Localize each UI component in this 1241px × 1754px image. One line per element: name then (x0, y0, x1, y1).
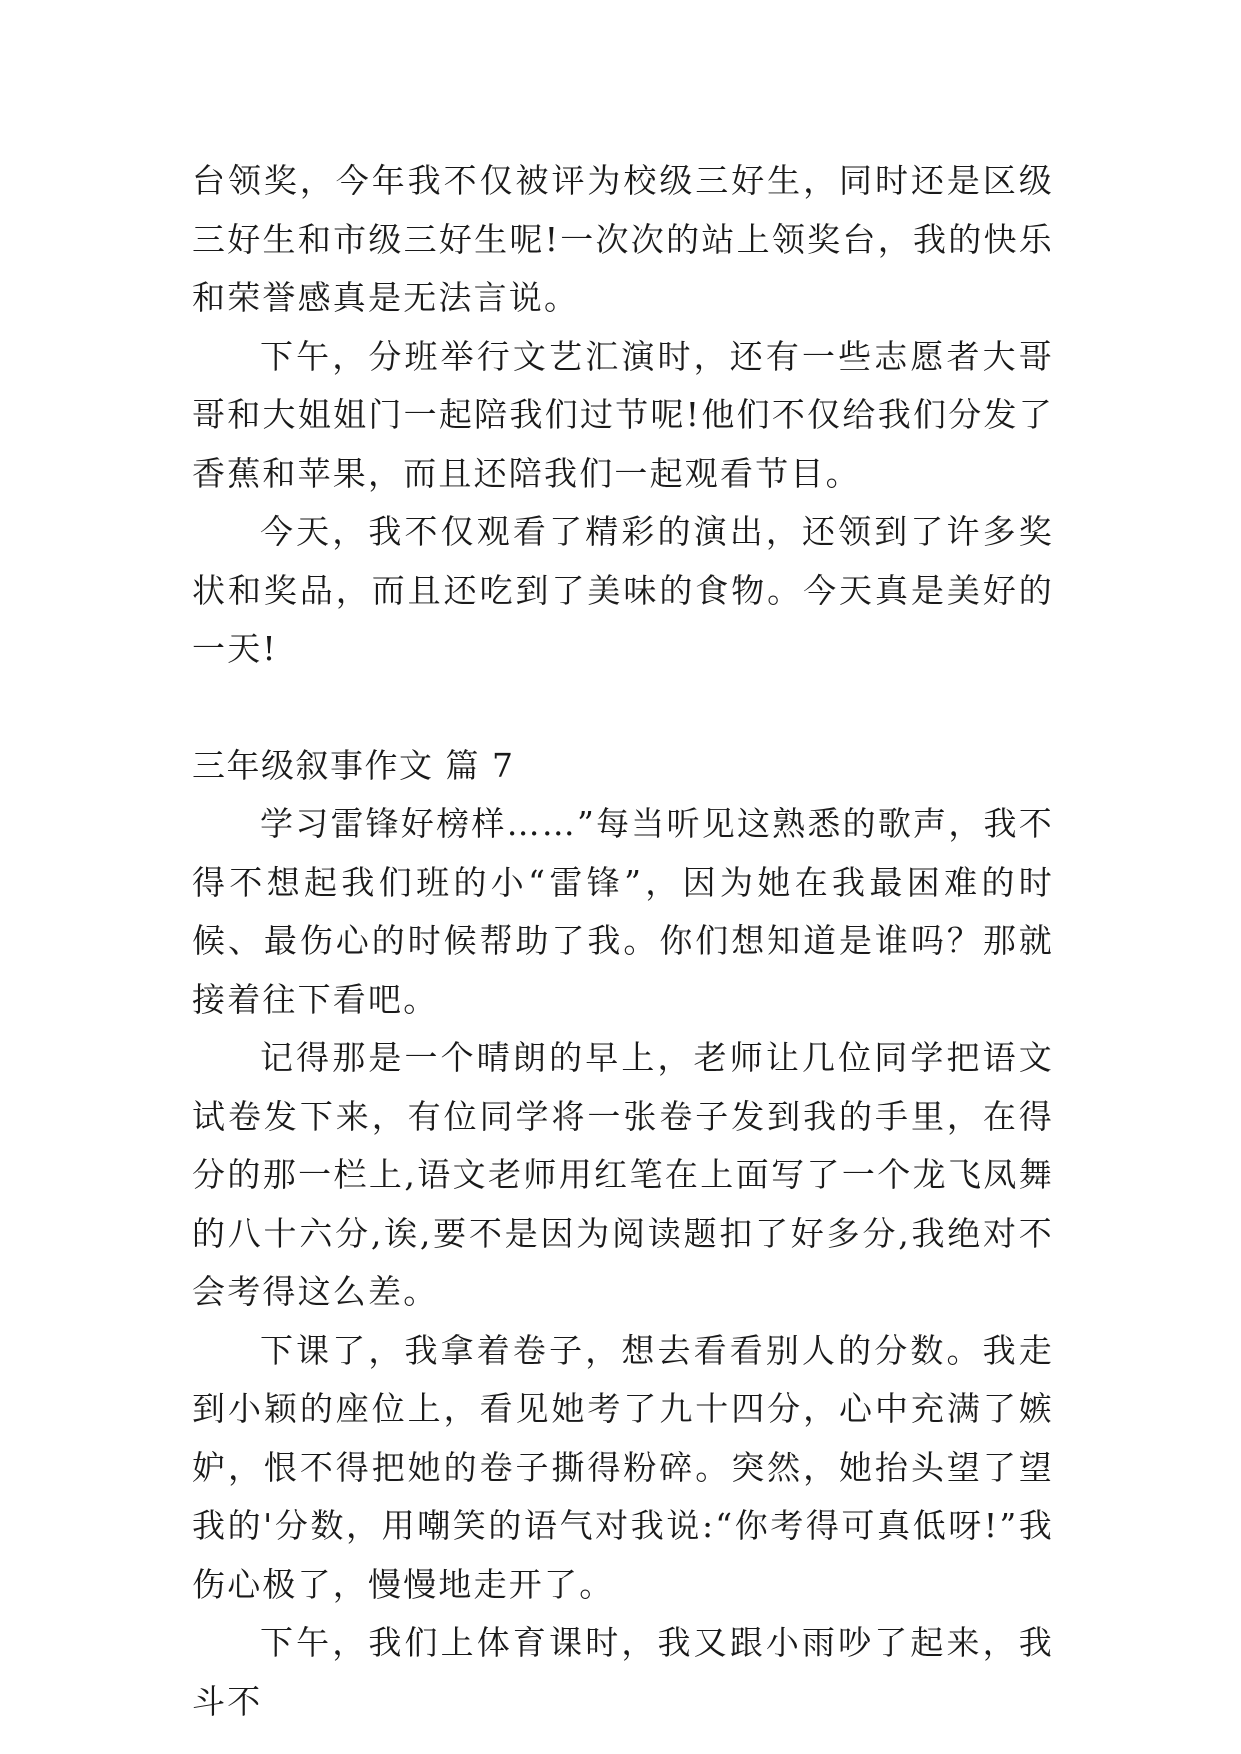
section-spacer (192, 679, 1054, 737)
paragraph-leifeng-intro: 学习雷锋好榜样……”每当听见这熟悉的歌声，我不得不想起我们班的小“雷锋”，因为她在我最困难的时候、最伤心的时候帮助了我。你们想知道是谁吗？那就接着往下看吧。 (192, 804, 1054, 1019)
paragraph-today-summary: 今天，我不仅观看了精彩的演出，还领到了许多奖状和奖品，而且还吃到了美味的食物。今天真是美好的一天! (192, 512, 1054, 668)
paragraph-exam-paper: 记得那是一个晴朗的早上，老师让几位同学把语文试卷发下来，有位同学将一张卷子发到我的手里，在得分的那一栏上,语文老师用红笔在上面写了一个龙飞凤舞的八十六分,诶,要不是因为阅读题扣了好多分,我绝对不会考得这么差。 (192, 1038, 1054, 1311)
section-heading: 三年级叙事作文 篇 7 (192, 745, 515, 785)
paragraph-pe-class: 下午，我们上体育课时，我又跟小雨吵了起来，我斗不 (192, 1623, 1054, 1721)
paragraph-award: 台领奖，今年我不仅被评为校级三好生，同时还是区级三好生和市级三好生呢!一次次的站上领奖台，我的快乐和荣誉感真是无法言说。 (192, 161, 1054, 317)
paragraph-afternoon-show: 下午，分班举行文艺汇演时，还有一些志愿者大哥哥和大姐姐门一起陪我们过节呢!他们不仅给我们分发了香蕉和苹果，而且还陪我们一起观看节目。 (192, 336, 1054, 493)
document-body (192, 152, 1054, 1731)
paragraph-jealousy: 下课了，我拿着卷子，想去看看别人的分数。我走到小颖的座位上，看见她考了九十四分，心中充满了嫉妒，恨不得把她的卷子撕得粉碎。突然，她抬头望了望我的'分数，用嘲笑的语气对我说:“你考得可真低呀!”我伤心极了，慢慢地走开了。 (192, 1330, 1054, 1604)
